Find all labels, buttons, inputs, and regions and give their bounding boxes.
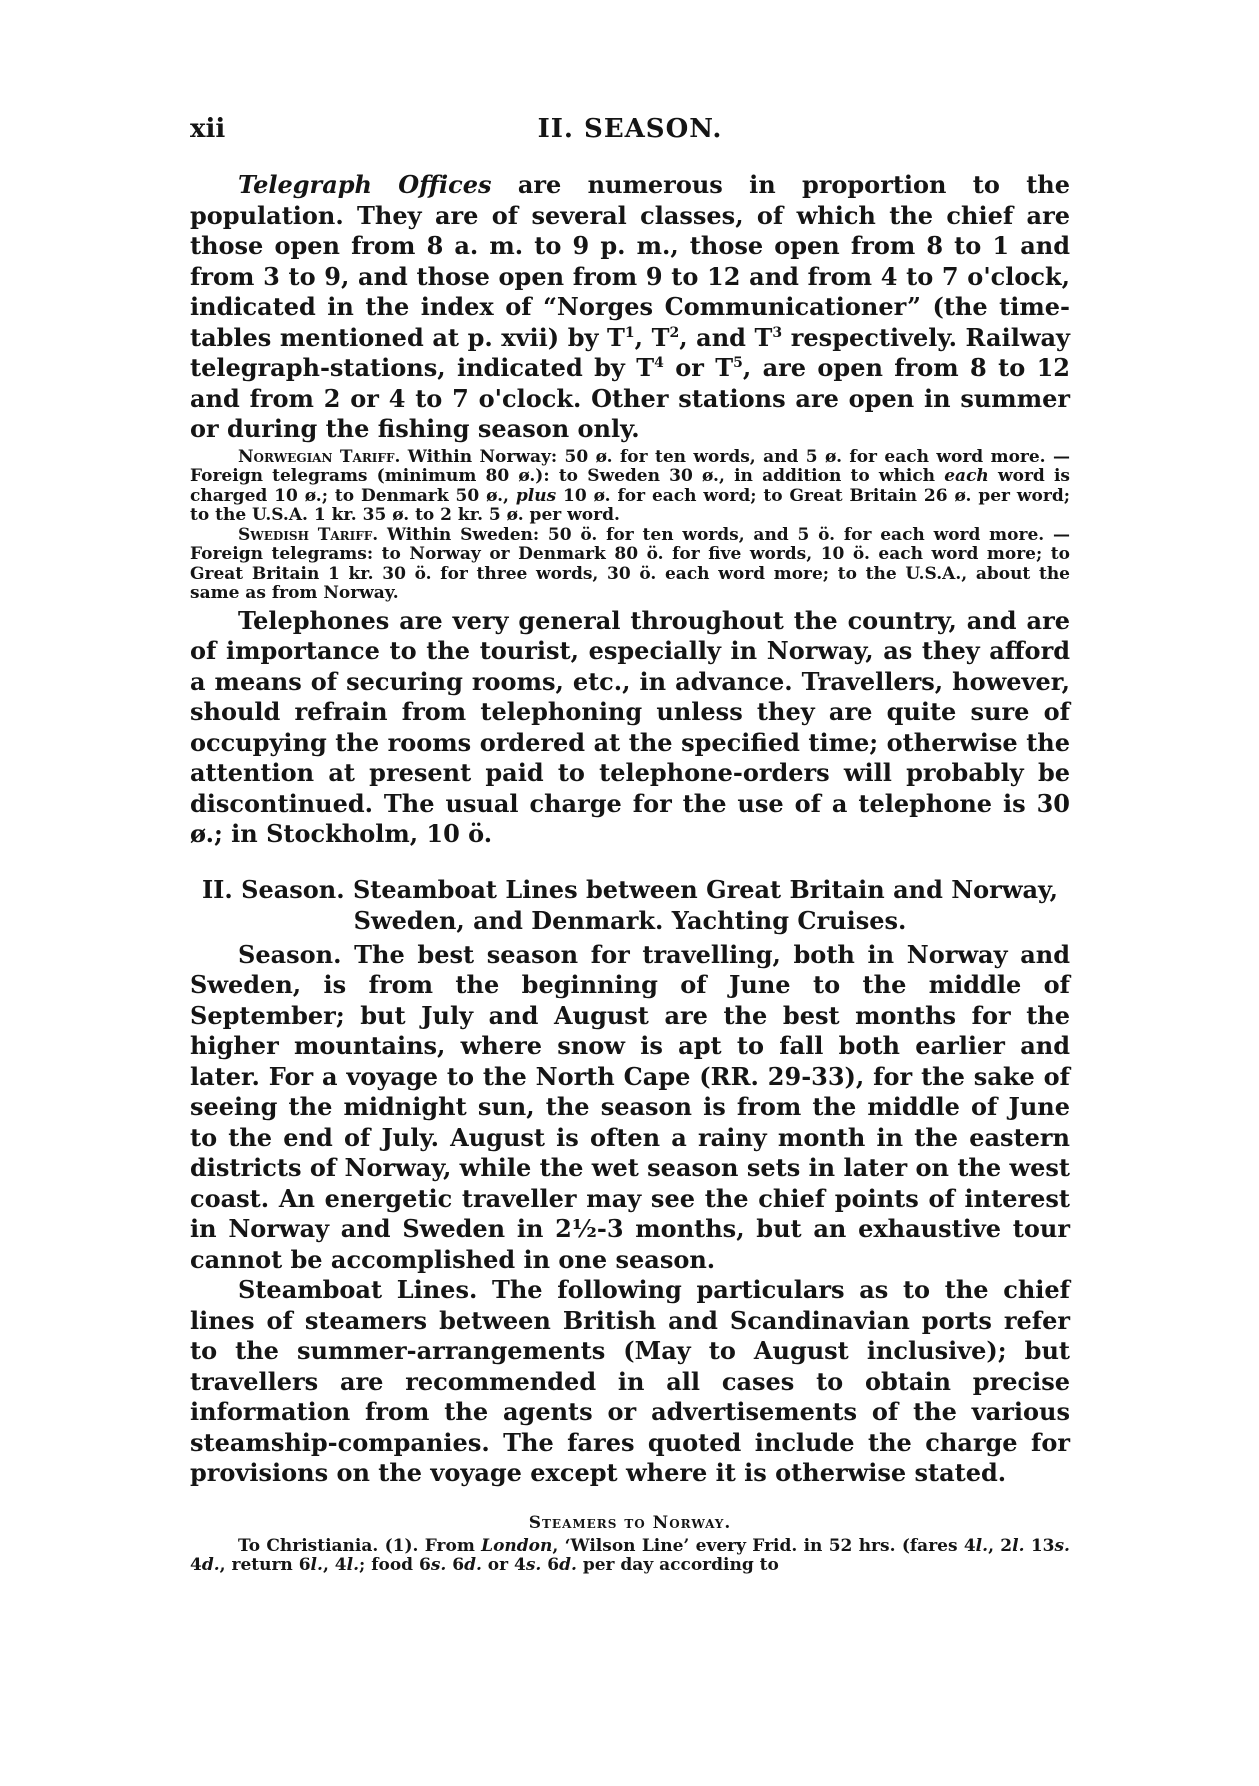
- currency-l-1: l.: [975, 1535, 989, 1556]
- swedish-tariff-lead: Swedish Tariff.: [238, 524, 379, 545]
- steamboat-text: The following particulars as to the chief lines of steamers between British and Scandinavian ports refer to the summer-arrangements (May to August inclusive); but travellers are recommended in all cases to obtain precise information from the agents or advertisements of the various steamship-companies. The fares quoted include the charge for provisions on the voyage except where it is otherwise stated.: [190, 1275, 1070, 1487]
- swedish-tariff-text: Within Sweden: 50 ö. for ten words, and 5 ö. for each word more. — Foreign telegrams: to Norway or Denmark 80 ö. for five words, 10 ö. each word more; to Great Britain 1 kr. 30 ö. for three words, 30 ö. each word more; to the U.S.A., about the same as from Norway.: [190, 524, 1070, 603]
- telephones-lead: Telephones: [238, 605, 390, 635]
- currency-s-2: s.: [430, 1555, 447, 1575]
- telegraph-text-3: , are open from 8 to 12 and from 2 or 4 to 7 o'clock. Other stations are open in summer or during the fishing season only.: [190, 353, 1070, 443]
- season-text: The best season for travelling, both in Norway and Sweden, is from the beginning of June to the middle of September; but July and August are the best months for the higher mountains, where snow is apt to fall both earlier and later. For a voyage to the North Cape (RR. 29-33), for the sake of seeing the midnight sun, the season is from the middle of June to the end of July. August is often a rainy month in the eastern districts of Norway, while the wet season sets in later on the west coast. An energetic traveller may see the chief points of interest in Norway and Sweden in 2½-3 months, but an exhaustive tour cannot be accomplished in one season.: [190, 939, 1071, 1274]
- telegraph-lead: Telegraph Offices: [238, 170, 492, 199]
- christiania-text-9: 6: [446, 1555, 465, 1575]
- season-lead: Season.: [238, 939, 342, 969]
- section-heading: [190, 874, 1070, 936]
- telegraph-text-2: respectively. Railway telegraph-stations, indicated by T: [190, 322, 1070, 382]
- steamers-to-norway-heading: Steamers to Norway.: [528, 1512, 732, 1533]
- superscript-1: 1: [624, 324, 635, 341]
- section-heading-line-1: II. Season. Steamboat Lines between Great Britain and Norway,: [201, 874, 1059, 904]
- superscript-5: 5: [733, 355, 743, 371]
- telegraph-paragraph: [190, 170, 1070, 445]
- telegraph-sep-1: , T: [634, 322, 670, 352]
- norwegian-tariff-plus: plus: [515, 485, 557, 506]
- currency-d-3: d.: [559, 1555, 577, 1575]
- telephones-text: are very general throughout the country, and are of importance to the tourist, especially in Norway, as they afford a means of securing rooms, etc., in advance. Travellers, however, should refrain from telephoning unless they are quite sure of occupying the rooms ordered at the specified time; otherwise the attention at present paid to telephone-orders will probably be discontinued. The usual charge for the use of a telephone is 30 ø.; in Stockholm, 10 ö.: [190, 605, 1070, 848]
- page-number: xii: [190, 114, 226, 144]
- telegraph-sep-2: , and T: [679, 322, 773, 352]
- christiania-text-10: or 4: [481, 1555, 526, 1575]
- steamboat-paragraph: [190, 1275, 1070, 1489]
- currency-s-3: s.: [525, 1555, 542, 1575]
- superscript-3: 3: [772, 324, 783, 341]
- telegraph-text-1: are numerous in proportion to the population. They are of several classes, of which the chief are those open from 8 a. m. to 9 p. m., those open from 8 to 1 and from 3 to 9, and those open from 9 to 12 and from 4 to 7 o'clock, indicated in the index of “Norges Communicationer” (the time-tables mentioned at p. xvii) by T: [190, 170, 1071, 352]
- christiania-text-7: , 4: [322, 1555, 347, 1575]
- norwegian-tariff-text-3: 10 ø. for each word; to Great Britain 26 ø. per word; to the U.S.A. 1 kr. 35 ø. to 2 kr. 5 ø. per word.: [190, 485, 1070, 525]
- swedish-tariff-paragraph: [190, 526, 1070, 604]
- christiania-lead: To Christiania.: [238, 1535, 379, 1556]
- superscript-2: 2: [669, 324, 680, 341]
- christiania-text-12: per day according to: [576, 1555, 779, 1575]
- telephones-paragraph: [190, 606, 1070, 850]
- superscript-4: 4: [654, 355, 664, 371]
- currency-l-2: l.: [1012, 1535, 1025, 1556]
- christiania-text-4: 13: [1024, 1535, 1055, 1556]
- christiania-text-5: 4: [190, 1555, 202, 1575]
- christiania-text-2: , ‘Wilson Line’ every Frid. in 52 hrs. (fares 4: [552, 1535, 976, 1556]
- christiania-paragraph: [190, 1537, 1070, 1576]
- season-paragraph: [190, 940, 1070, 1276]
- norwegian-tariff-text-2: word is charged 10 ø.; to Denmark 50 ø.,: [190, 466, 1070, 506]
- christiania-london: London: [481, 1535, 553, 1556]
- running-title: II. SEASON.: [537, 114, 723, 144]
- currency-l-4: l.: [346, 1555, 359, 1575]
- currency-s-1: s.: [1054, 1535, 1070, 1556]
- christiania-text-6: , return 6: [219, 1555, 311, 1575]
- christiania-text-3: , 2: [988, 1535, 1013, 1556]
- norwegian-tariff-paragraph: [190, 448, 1070, 526]
- norwegian-tariff-each: each: [944, 466, 989, 486]
- norwegian-tariff-lead: Norwegian Tariff.: [238, 446, 401, 467]
- christiania-text-1: (1). From: [378, 1535, 482, 1556]
- telegraph-or: or T: [663, 353, 734, 382]
- steamboat-lead: Steamboat Lines.: [238, 1275, 478, 1304]
- page-body: [190, 170, 1070, 1576]
- currency-d-2: d.: [464, 1555, 482, 1575]
- currency-d-1: d.: [201, 1555, 220, 1575]
- currency-l-3: l.: [310, 1555, 323, 1575]
- norwegian-tariff-text-1: Within Norway: 50 ø. for ten words, and 5 ø. for each word more. — Foreign telegrams (minimum 80 ø.): to Sweden 30 ø., in addition to which: [190, 446, 1071, 486]
- christiania-text-8: ; food 6: [359, 1555, 431, 1575]
- christiania-text-11: 6: [541, 1555, 560, 1575]
- running-head: [190, 114, 1070, 154]
- section-heading-line-2: Sweden, and Denmark. Yachting Cruises.: [353, 905, 907, 935]
